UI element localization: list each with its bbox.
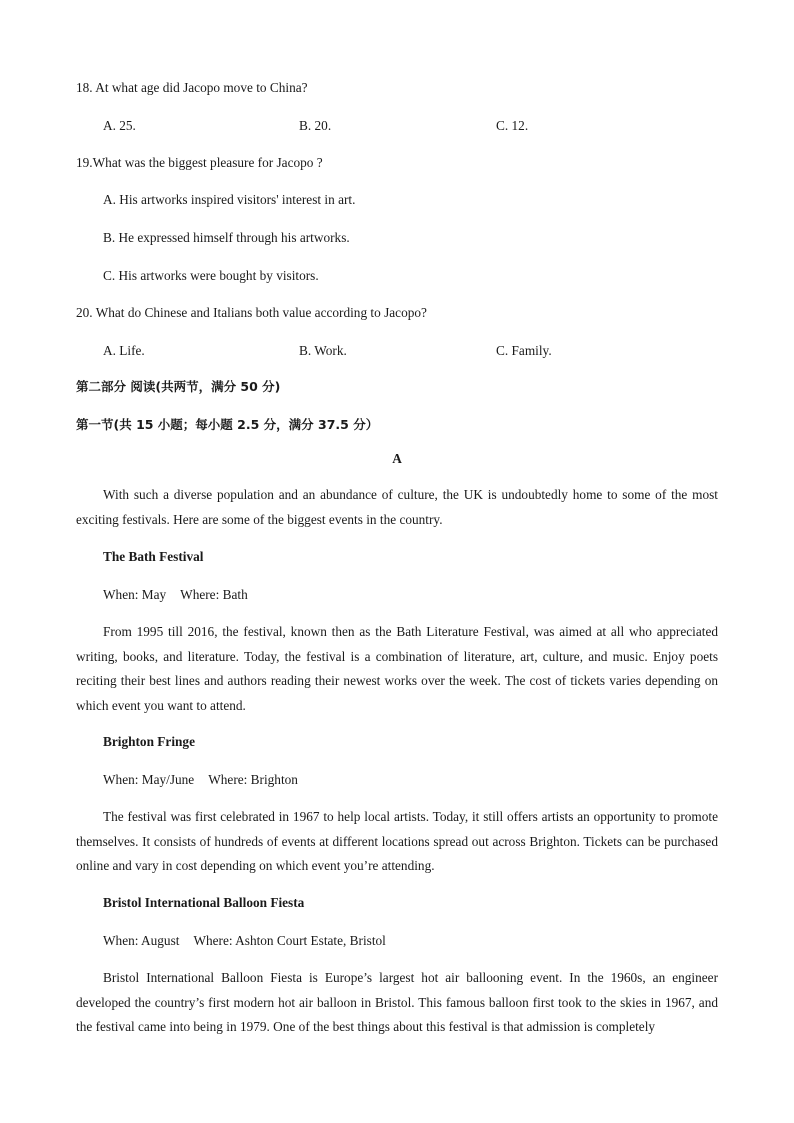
question-18-option-a: A. 25. <box>103 118 136 133</box>
question-19-option-c: C. His artworks were bought by visitors. <box>103 268 319 283</box>
festival-title: The Bath Festival <box>103 549 204 564</box>
festival-meta <box>103 586 248 604</box>
question-18-option-c: C. 12. <box>496 118 529 133</box>
festival-meta <box>103 932 386 950</box>
festival-where: Where: Ashton Court Estate, Bristol <box>193 933 386 948</box>
question-19-stem: 19.What was the biggest pleasure for Jacopo ? <box>76 155 323 170</box>
question-19-option-b: B. He expressed himself through his artworks. <box>103 230 350 245</box>
festival-title: Bristol International Balloon Fiesta <box>103 895 305 910</box>
question-18-stem: 18. At what age did Jacopo move to China? <box>76 80 308 95</box>
passage-letter: A <box>392 451 402 466</box>
festival-description: The festival was first celebrated in 1967 to help local artists. Today, it still offers artists an opportunity to promote themselves. It consists of hundreds of events at different locations spread out across Brighton. Tickets can be purchased online and vary in cost depending on which event you’re attending. <box>76 809 718 873</box>
festival-when: When: August <box>103 933 180 948</box>
festival-description: Bristol International Balloon Fiesta is Europe’s largest hot air ballooning event. In the 1960s, an engineer developed the country’s first modern hot air balloon in Bristol. This famous balloon first took to the skies in 1967, and the festival came into being in 1979. One of the best things about this festival is that admission is completely <box>76 970 718 1034</box>
question-18-options <box>103 117 603 135</box>
question-20-stem: 20. What do Chinese and Italians both value according to Jacopo? <box>76 305 427 320</box>
intro-paragraph: With such a diverse population and an abundance of culture, the UK is undoubtedly home to some of the most exciting festivals. Here are some of the biggest events in the country. <box>76 487 718 527</box>
festival-where: Where: Bath <box>180 587 248 602</box>
festival-when: When: May <box>103 587 167 602</box>
festival-description: From 1995 till 2016, the festival, known then as the Bath Literature Festival, was aimed at all who appreciated writing, books, and literature. Today, the festival is a combination of literature, art, culture, and music. Enjoy poets reciting their best lines and authors reading their newest works over the week. The cost of tickets varies depending on which event you want to attend. <box>76 624 718 713</box>
sub-heading: 第一节(共 15 小题；每小题 2.5 分，满分 37.5 分） <box>76 417 379 432</box>
question-20-option-a: A. Life. <box>103 343 145 358</box>
question-20-options <box>103 342 603 360</box>
festival-meta <box>103 771 298 789</box>
festival-where: Where: Brighton <box>208 772 298 787</box>
festival-title: Brighton Fringe <box>103 734 195 749</box>
festival-when: When: May/June <box>103 772 195 787</box>
question-20-option-b: B. Work. <box>299 343 347 358</box>
question-18-option-b: B. 20. <box>299 118 332 133</box>
question-19-option-a: A. His artworks inspired visitors' interest in art. <box>103 192 356 207</box>
part-heading: 第二部分 阅读(共两节，满分 50 分) <box>76 379 281 394</box>
question-20-option-c: C. Family. <box>496 343 552 358</box>
